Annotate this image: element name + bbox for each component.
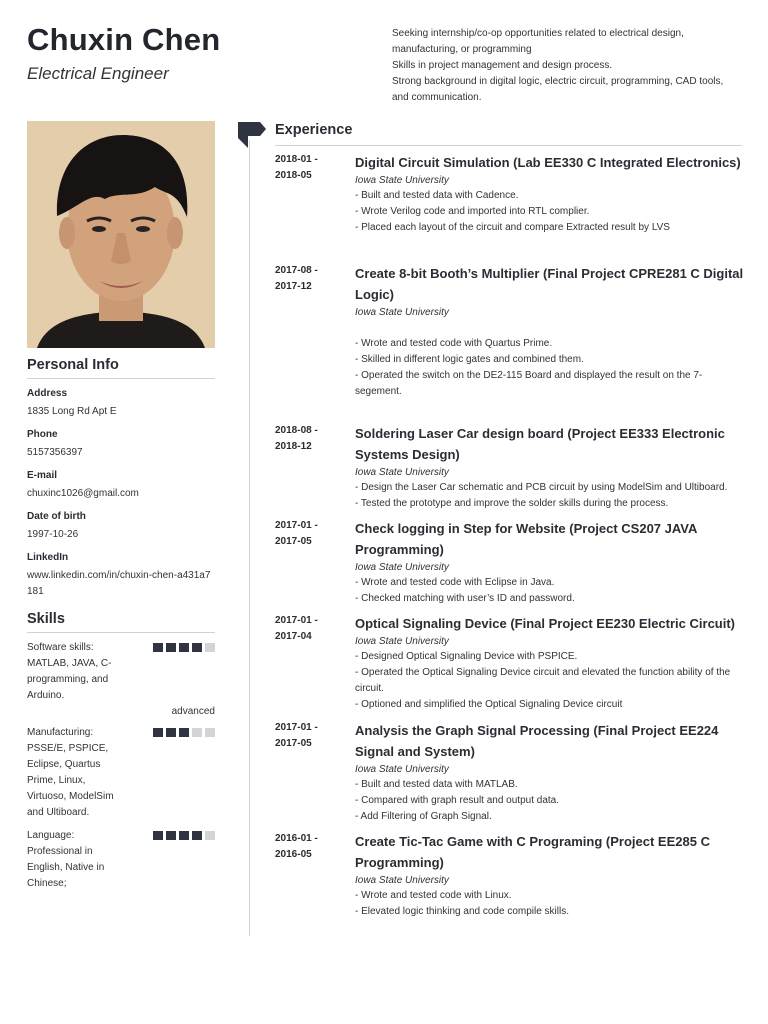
candidate-name: Chuxin Chen (27, 22, 221, 57)
experience-line: - Operated the switch on the DE2-115 Board and displayed the result on the 7-segement. (355, 370, 703, 397)
summary (392, 26, 737, 106)
experience-date (275, 152, 345, 184)
experience-body (355, 613, 745, 713)
skill-text: Manufacturing: PSSE/E, PSPICE, Eclipse, Quartus Prime, Linux, Virtuoso, ModelSim and Ultiboard. (27, 727, 114, 818)
personal-info-title: Personal Info (27, 356, 215, 379)
experience-name: Soldering Laser Car design board (Project EE333 Electronic Systems Design) (355, 426, 725, 462)
experience-line: - Compared with graph result and output data. (355, 795, 560, 806)
experience-date (275, 423, 345, 455)
experience-line: - Skilled in different logic gates and combined them. (355, 354, 584, 365)
skills-title: Skills (27, 610, 215, 633)
experience-org: Iowa State University (355, 307, 449, 318)
date-end: 2016-05 (275, 849, 312, 860)
experience-item (275, 423, 745, 512)
skill-square-filled (192, 643, 202, 652)
experience-date (275, 518, 345, 550)
experience-body (355, 831, 745, 920)
skill-square-filled (166, 728, 176, 737)
experience-body (355, 518, 745, 607)
date-start: 2018-01 - (275, 154, 318, 165)
skill-level-bar (153, 831, 215, 840)
experience-item (275, 152, 745, 236)
experience-name: Create Tic-Tac Game with C Programing (Project EE285 C Programming) (355, 834, 710, 870)
experience-line: - Elevated logic thinking and code compile skills. (355, 906, 569, 917)
experience-line: - Operated the Optical Signaling Device circuit and elevated the function ability of the circuit. (355, 667, 731, 694)
skill-square-filled (179, 728, 189, 737)
skill-item (27, 725, 215, 821)
date-end: 2017-12 (275, 281, 312, 292)
date-start: 2017-01 - (275, 615, 318, 626)
skill-square-empty (205, 831, 215, 840)
experience-name: Digital Circuit Simulation (Lab EE330 C Integrated Electronics) (355, 155, 741, 170)
info-email (27, 470, 215, 502)
date-start: 2017-08 - (275, 265, 318, 276)
flag-icon (238, 122, 268, 150)
experience-item (275, 518, 745, 607)
candidate-role: Electrical Engineer (27, 64, 169, 83)
summary-line: Strong background in digital logic, electric circuit, programming, CAD tools, (392, 76, 724, 87)
experience-item (275, 831, 745, 920)
info-label: Phone (27, 429, 58, 440)
experience-date (275, 720, 345, 752)
experience-line: - Checked matching with user’s ID and password. (355, 593, 575, 604)
experience-name: Create 8-bit Booth’s Multiplier (Final Project CPRE281 C Digital Logic) (355, 266, 744, 302)
info-label: Date of birth (27, 511, 86, 522)
info-phone (27, 429, 215, 461)
experience-body (355, 720, 745, 825)
skill-square-filled (179, 643, 189, 652)
info-value: 5157356397 (27, 447, 83, 458)
blank-line (355, 320, 745, 336)
experience-org: Iowa State University (355, 875, 449, 886)
experience-header (275, 122, 742, 146)
info-label: LinkedIn (27, 552, 69, 563)
experience-line: - Built and tested data with Cadence. (355, 190, 519, 201)
date-end: 2017-04 (275, 631, 312, 642)
experience-body (355, 152, 745, 236)
experience-line: - Wrote and tested code with Eclipse in Java. (355, 577, 555, 588)
date-end: 2017-05 (275, 536, 312, 547)
date-start: 2018-08 - (275, 425, 318, 436)
sidebar (27, 356, 215, 892)
experience-date (275, 263, 345, 295)
experience-name: Analysis the Graph Signal Processing (Final Project EE224 Signal and System) (355, 723, 719, 759)
experience-item (275, 720, 745, 825)
skill-level-bar (153, 643, 215, 652)
skill-square-filled (153, 831, 163, 840)
skill-item (27, 640, 215, 718)
summary-line: manufacturing, or programming (392, 44, 532, 55)
skill-square-filled (153, 643, 163, 652)
info-linkedin (27, 552, 215, 600)
skill-level-label: advanced (171, 706, 215, 717)
date-end: 2017-05 (275, 738, 312, 749)
experience-line: - Optioned and simplified the Optical Signaling Device circuit (355, 699, 623, 710)
date-start: 2017-01 - (275, 520, 318, 531)
skill-square-empty (205, 728, 215, 737)
skill-square-filled (166, 831, 176, 840)
skill-square-filled (153, 728, 163, 737)
date-start: 2017-01 - (275, 722, 318, 733)
skill-item (27, 828, 215, 892)
experience-line: - Wrote Verilog code and imported into RTL complier. (355, 206, 590, 217)
date-end: 2018-05 (275, 170, 312, 181)
resume-header (27, 22, 357, 84)
date-start: 2016-01 - (275, 833, 318, 844)
info-label: Address (27, 388, 68, 399)
info-label: E-mail (27, 470, 58, 481)
experience-date (275, 831, 345, 863)
info-value: 1835 Long Rd Apt E (27, 406, 117, 417)
profile-photo (27, 121, 215, 348)
timeline-line (249, 140, 250, 936)
experience-org: Iowa State University (355, 562, 449, 573)
experience-title: Experience (275, 122, 353, 138)
experience-line: - Design the Laser Car schematic and PCB circuit by using ModelSim and Ultiboard. (355, 482, 728, 493)
skill-level-bar (153, 728, 215, 737)
experience-item (275, 263, 745, 400)
skill-square-empty (205, 643, 215, 652)
experience-body (355, 423, 745, 512)
experience-org: Iowa State University (355, 175, 449, 186)
experience-line: - Built and tested data with MATLAB. (355, 779, 518, 790)
experience-date (275, 613, 345, 645)
experience-line: - Wrote and tested code with Quartus Prime. (355, 338, 553, 349)
experience-line: - Designed Optical Signaling Device with PSPICE. (355, 651, 578, 662)
info-value[interactable]: chuxinc1026@gmail.com (27, 488, 139, 499)
experience-org: Iowa State University (355, 467, 449, 478)
summary-line: and communication. (392, 92, 482, 103)
skill-text: Software skills: MATLAB, JAVA, C-programming, and Arduino. (27, 642, 112, 701)
experience-line: - Wrote and tested code with Linux. (355, 890, 512, 901)
experience-name: Optical Signaling Device (Final Project EE230 Electric Circuit) (355, 616, 736, 631)
info-value[interactable]: www.linkedin.com/in/chuxin-chen-a431a7181 (27, 570, 211, 597)
summary-line: Seeking internship/co-op opportunities related to electrical design, (392, 28, 684, 39)
experience-body (355, 263, 745, 400)
experience-item (275, 613, 745, 713)
skill-square-filled (192, 831, 202, 840)
date-end: 2018-12 (275, 441, 312, 452)
profile-photo-illustration (27, 121, 215, 348)
skill-text: Language: Professional in English, Native in Chinese; (27, 830, 105, 889)
summary-line: Skills in project management and design process. (392, 60, 613, 71)
skill-square-empty (192, 728, 202, 737)
experience-org: Iowa State University (355, 764, 449, 775)
skill-square-filled (179, 831, 189, 840)
experience-line: - Placed each layout of the circuit and compare Extracted result by LVS (355, 222, 670, 233)
info-birthdate (27, 511, 215, 543)
info-address (27, 388, 215, 420)
experience-name: Check logging in Step for Website (Project CS207 JAVA Programming) (355, 521, 697, 557)
info-value: 1997-10-26 (27, 529, 79, 540)
experience-org: Iowa State University (355, 636, 449, 647)
experience-line: - Add Filtering of Graph Signal. (355, 811, 492, 822)
experience-line: - Tested the prototype and improve the solder skills during the process. (355, 498, 669, 509)
skill-square-filled (166, 643, 176, 652)
